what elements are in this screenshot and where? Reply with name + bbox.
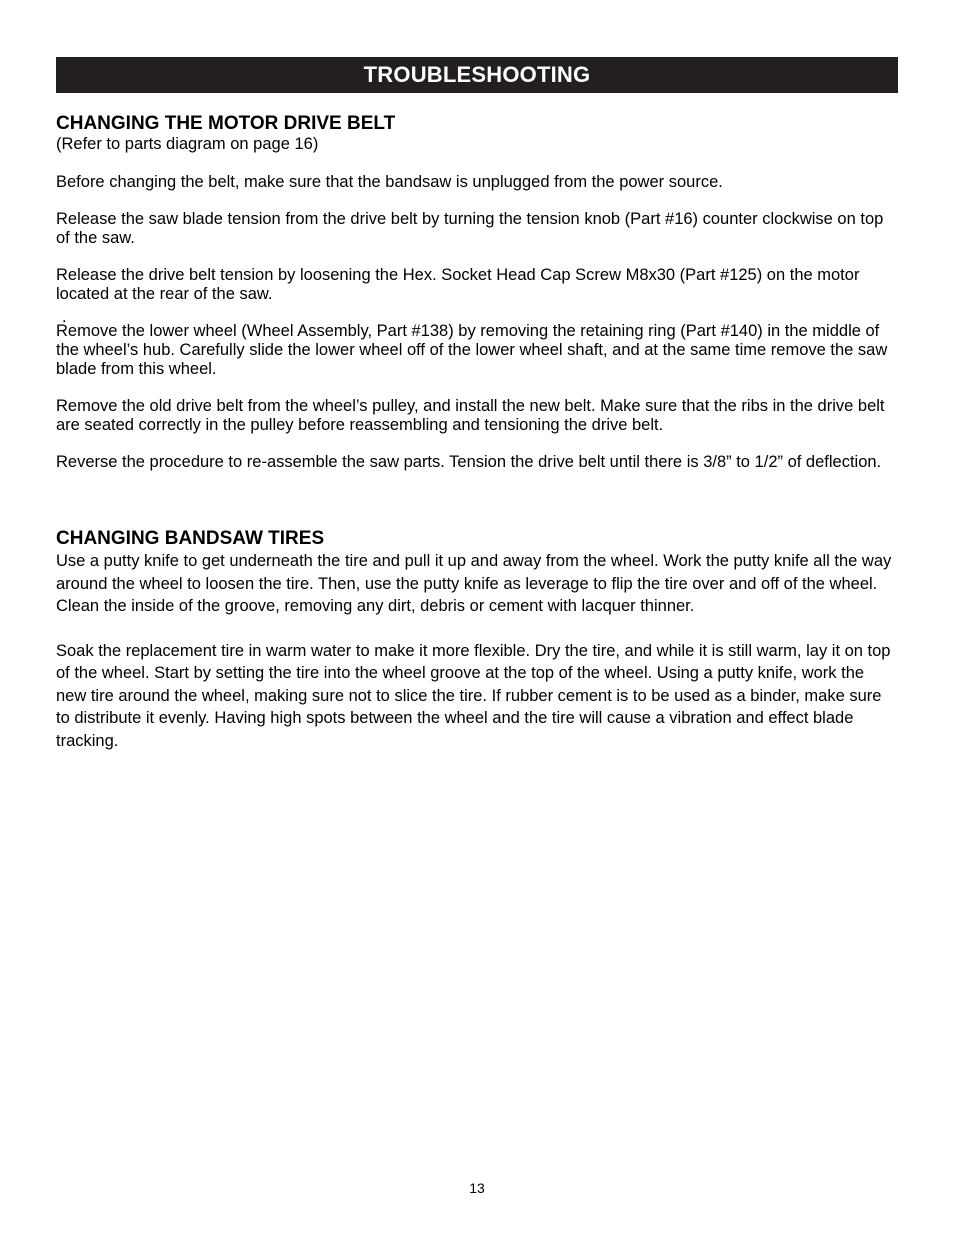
- stray-period: .: [62, 308, 67, 326]
- belt-step-remove-lower-wheel: Remove the lower wheel (Wheel Assembly, Part #138) by removing the retaining ring (Part #140) in the middle of the wheel’s hub. Carefully slide the lower wheel off of the lower wheel shaft, and at the same time remove the saw blade from this wheel.: [56, 322, 888, 378]
- bandsaw-tires-section: [56, 528, 898, 774]
- page-title: TROUBLESHOOTING: [363, 62, 591, 87]
- belt-step-unplug: Before changing the belt, make sure that the bandsaw is unplugged from the power source.: [56, 173, 723, 191]
- page-number: 13: [469, 1180, 485, 1196]
- motor-belt-heading: CHANGING THE MOTOR DRIVE BELT: [56, 113, 396, 134]
- belt-step-install-new-belt: Remove the old drive belt from the wheel’s pulley, and install the new belt. Make sure that the ribs in the drive belt are seated correctly in the pulley before reassembling and tensioning the drive belt.: [56, 397, 885, 434]
- bandsaw-tires-heading: CHANGING BANDSAW TIRES: [56, 528, 325, 549]
- belt-step-release-blade-tension: Release the saw blade tension from the drive belt by turning the tension knob (Part #16) counter clockwise on top of the saw.: [56, 210, 884, 247]
- tires-step-install: Soak the replacement tire in warm water to make it more flexible. Dry the tire, and while it is still warm, lay it on top of the wheel. Start by setting the tire into the wheel groove at the top of the wheel. Using a putty knife, work the new tire around the wheel, making sure not to slice the tire. If rubber cement is to be used as a binder, make sure to distribute it evenly. Having high spots between the wheel and the tire will cause a vibration and effect blade tracking.: [56, 641, 891, 750]
- belt-step-release-belt-tension: Release the drive belt tension by loosening the Hex. Socket Head Cap Screw M8x30 (Part #125) on the motor located at the rear of the saw.: [56, 266, 860, 303]
- motor-belt-section: [56, 113, 898, 490]
- parts-diagram-reference: (Refer to parts diagram on page 16): [56, 135, 319, 153]
- tires-step-remove: Use a putty knife to get underneath the tire and pull it up and away from the wheel. Work the putty knife all the way around the wheel to loosen the tire. Then, use the putty knife as leverage to flip the tire over and off of the wheel. Clean the inside of the groove, removing any dirt, debris or cement with lacquer thinner.: [56, 552, 892, 615]
- belt-step-reassemble: Reverse the procedure to re-assemble the saw parts. Tension the drive belt until there is 3/8” to 1/2” of deflection.: [56, 453, 882, 471]
- page-title-bar: [56, 57, 898, 93]
